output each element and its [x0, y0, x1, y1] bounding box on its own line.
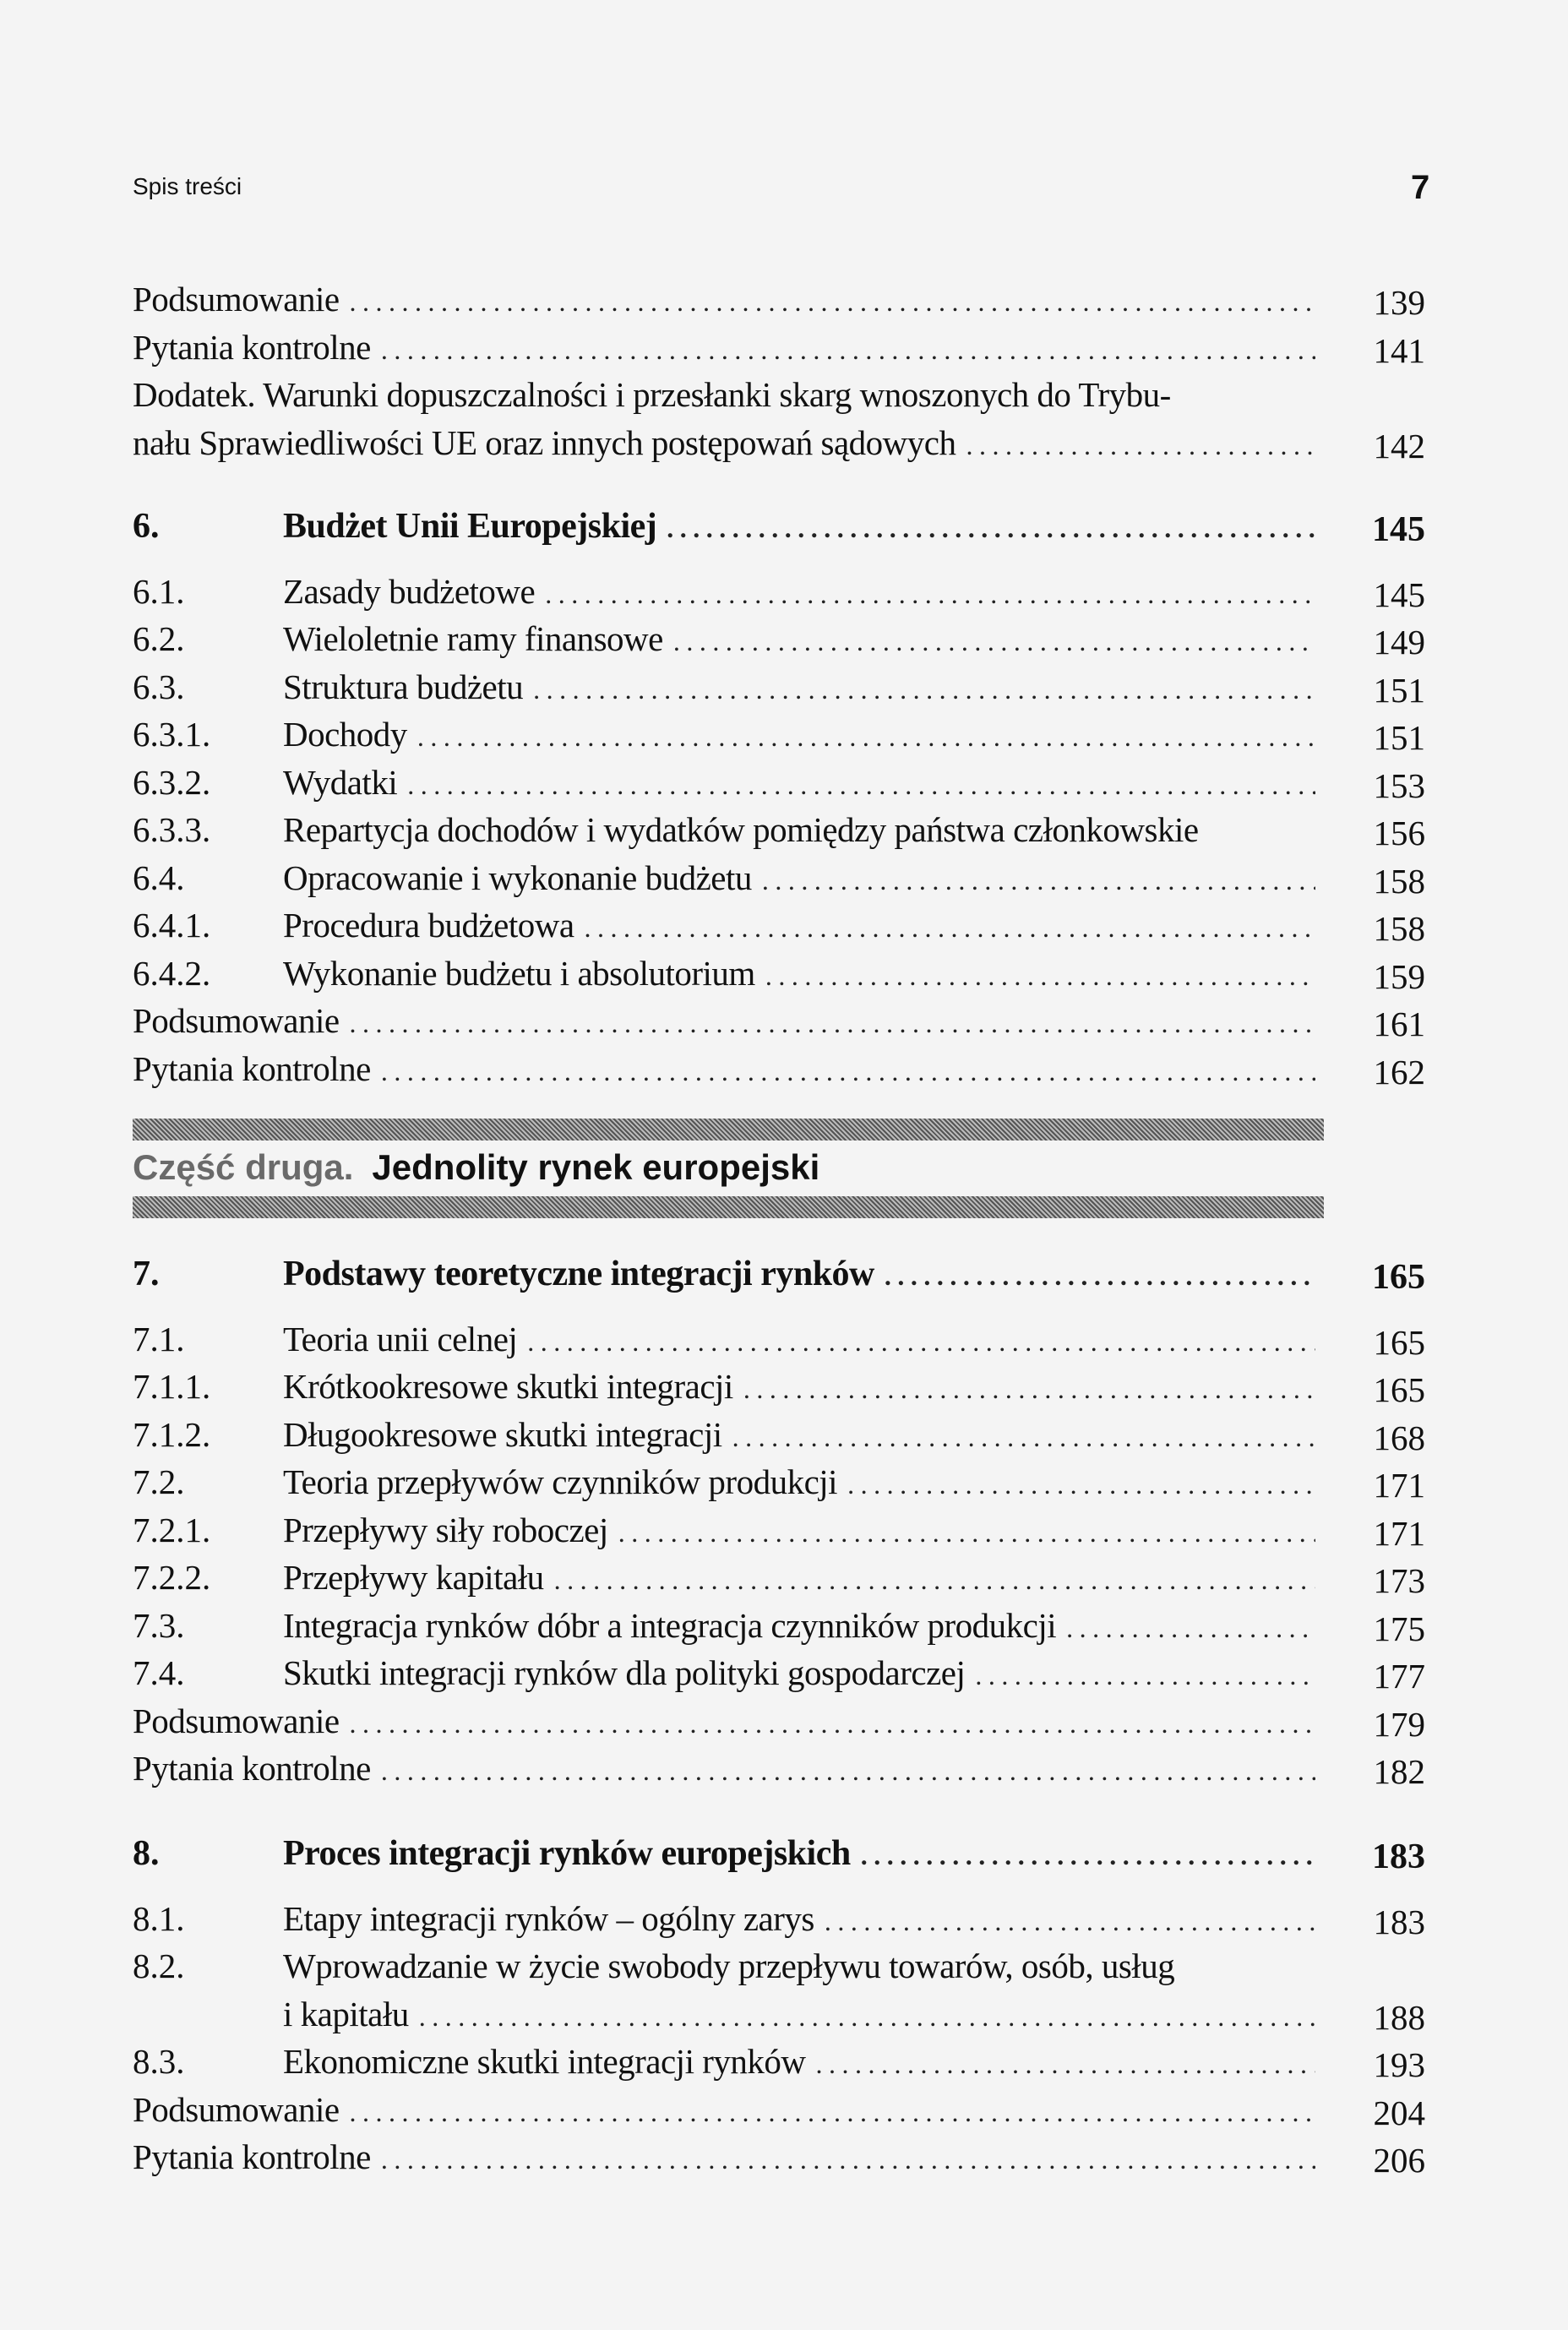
dot-leader: [350, 278, 1315, 325]
toc-entry[interactable]: [133, 1458, 1425, 1506]
section-title: Procedura budżetowa: [283, 906, 574, 945]
section-page: 204: [1373, 2093, 1425, 2132]
section-title: Wydatki: [283, 762, 398, 802]
toc-entry[interactable]: [133, 568, 1425, 616]
toc-entry-continuation[interactable]: [133, 1990, 1425, 2039]
dot-leader: [966, 422, 1315, 469]
chapter-title: Proces integracji rynków europejskich: [283, 1834, 851, 1873]
toc-entry[interactable]: [133, 615, 1425, 663]
dot-leader: [554, 1556, 1315, 1603]
dot-leader: [381, 326, 1315, 373]
chapter-number: 8.: [133, 1834, 160, 1873]
section-page: 162: [1373, 1052, 1425, 1092]
part-number: Część druga.: [133, 1147, 354, 1187]
section-page: 145: [1373, 574, 1425, 614]
section-page: 151: [1373, 718, 1425, 757]
dot-leader: [585, 904, 1315, 951]
section-title: Etapy integracji rynków – ogólny zarys: [283, 1898, 814, 1938]
dot-leader: [673, 618, 1315, 665]
section-title: Integracja rynków dóbr a integracja czynników produkcji: [283, 1605, 1057, 1645]
section-page: 171: [1373, 1513, 1425, 1553]
section-number: 7.2.2.: [133, 1558, 211, 1597]
chapter-page: 145: [1372, 510, 1425, 549]
section-title: Skutki integracji rynków dla polityki gospodarczej: [283, 1653, 966, 1692]
toc-entry[interactable]: [133, 759, 1425, 807]
section-number: 6.4.1.: [133, 906, 211, 945]
toc-entry[interactable]: [133, 950, 1425, 998]
section-page: 158: [1373, 861, 1425, 901]
dot-leader: [527, 1318, 1315, 1365]
section-title: Struktura budżetu: [283, 667, 524, 706]
chapter-number: 6.: [133, 507, 160, 546]
section-number: 6.3.: [133, 667, 185, 706]
dot-leader: [350, 1700, 1315, 1747]
toc-entry[interactable]: [133, 1554, 1425, 1602]
toc-entry-review-questions[interactable]: [133, 2133, 1425, 2181]
section-page: 206: [1373, 2141, 1425, 2180]
section-title: Wieloletnie ramy finansowe: [283, 619, 663, 658]
section-number: 6.3.3.: [133, 810, 211, 849]
section-page: 177: [1373, 1657, 1425, 1696]
section-page: 158: [1373, 909, 1425, 948]
toc-entry[interactable]: [133, 1315, 1425, 1364]
chapter-page: 183: [1372, 1837, 1425, 1876]
toc-entry[interactable]: [133, 1363, 1425, 1411]
dot-leader: [533, 666, 1315, 713]
section-title: i kapitału: [283, 1994, 409, 2033]
section-title: Opracowanie i wykonanie budżetu: [283, 857, 752, 897]
section-title: Wykonanie budżetu i absolutorium: [283, 953, 755, 993]
section-page: 182: [1373, 1752, 1425, 1791]
toc-chapter-heading[interactable]: [133, 1830, 1425, 1878]
section-title: Zasady budżetowe: [283, 571, 536, 611]
dot-leader: [885, 1252, 1315, 1299]
dot-leader: [407, 761, 1315, 808]
toc-entry-appendix-line2[interactable]: [133, 419, 1425, 467]
dot-leader: [825, 1897, 1315, 1945]
toc-entry-summary[interactable]: [133, 1697, 1425, 1745]
section-title: Krótkookresowe skutki integracji: [283, 1367, 733, 1406]
section-number: 7.2.1.: [133, 1510, 211, 1549]
section-title: Podsumowanie: [133, 2089, 340, 2129]
toc-entry[interactable]: [133, 806, 1425, 854]
section-number: 6.2.: [133, 619, 185, 658]
section-title: Pytania kontrolne: [133, 1749, 371, 1788]
section-title: Teoria przepływów czynników produkcji: [283, 1462, 838, 1501]
dot-leader: [847, 1461, 1315, 1508]
section-page: 165: [1373, 1370, 1425, 1409]
dot-leader: [350, 999, 1315, 1047]
section-number: 6.3.1.: [133, 715, 211, 754]
part-heading: [133, 1117, 1324, 1222]
dot-leader: [861, 1832, 1315, 1879]
part-title: Jednolity rynek europejski: [372, 1147, 820, 1187]
toc-entry-summary[interactable]: [133, 997, 1425, 1045]
toc-entry-title: Podsumowanie: [133, 280, 340, 318]
section-page: 193: [1373, 2045, 1425, 2084]
toc-entry-title: Pytania kontrolne: [133, 327, 371, 367]
dot-leader: [667, 504, 1315, 552]
dot-leader: [350, 2088, 1315, 2136]
toc-entry-summary[interactable]: [133, 275, 1425, 324]
section-number: 8.3.: [133, 2042, 185, 2081]
toc-entry-title: Dodatek. Warunki dopuszczalności i przesłanki skarg wnoszonych do Trybu-: [133, 375, 1171, 414]
part-heading-label: [133, 1144, 819, 1191]
section-page: 165: [1373, 1322, 1425, 1362]
dot-leader: [762, 857, 1315, 904]
section-title: Pytania kontrolne: [133, 1048, 371, 1088]
toc-entry-page: 139: [1373, 283, 1425, 322]
section-page: 161: [1373, 1004, 1425, 1043]
section-number: 6.3.2.: [133, 762, 211, 802]
section-number: 6.1.: [133, 571, 185, 611]
section-number: 8.1.: [133, 1898, 185, 1938]
toc-entry[interactable]: [133, 1602, 1425, 1650]
section-title: Repartycja dochodów i wydatków pomiędzy państwa członkowskie: [283, 810, 1199, 849]
toc-chapter-6: [133, 503, 1425, 1092]
section-title: Pytania kontrolne: [133, 2137, 371, 2176]
toc-entry[interactable]: [133, 1506, 1425, 1554]
toc-entry[interactable]: [133, 663, 1425, 711]
toc-entry[interactable]: [133, 710, 1425, 759]
section-page: 159: [1373, 956, 1425, 996]
section-title: Wprowadzanie w życie swobody przepływu towarów, osób, usług: [283, 1946, 1175, 1985]
section-title: Podsumowanie: [133, 1001, 340, 1040]
section-number: 7.1.1.: [133, 1367, 211, 1406]
section-title: Teoria unii celnej: [283, 1319, 518, 1358]
toc-entry-review-questions[interactable]: [133, 1045, 1425, 1093]
section-number: 7.1.: [133, 1319, 185, 1358]
section-page: 153: [1373, 765, 1425, 805]
section-title: Przepływy siły roboczej: [283, 1510, 608, 1549]
section-page: 179: [1373, 1704, 1425, 1744]
dot-leader: [618, 1509, 1315, 1556]
toc-chapter-heading[interactable]: [133, 503, 1425, 551]
toc-entry[interactable]: [133, 1649, 1425, 1697]
section-page: 156: [1373, 814, 1425, 852]
section-page: 188: [1373, 1997, 1425, 2037]
toc-block-previous-chapter: [133, 275, 1425, 466]
dot-leader: [765, 952, 1315, 999]
dot-leader: [381, 2136, 1315, 2183]
toc-entry[interactable]: [133, 901, 1425, 950]
toc-chapter-heading[interactable]: [133, 1250, 1425, 1298]
section-page: 183: [1373, 1902, 1425, 1941]
dot-leader: [732, 1413, 1315, 1461]
section-title: Dochody: [283, 715, 407, 754]
toc-entry-title: nału Sprawiedliwości UE oraz innych postępowań sądowych: [133, 422, 956, 462]
chapter-title: Podstawy teoretyczne integracji rynków: [283, 1255, 874, 1293]
section-page: 151: [1373, 670, 1425, 710]
hatched-band-top: [133, 1119, 1324, 1141]
section-number: 7.4.: [133, 1653, 185, 1692]
section-title: Długookresowe skutki integracji: [283, 1414, 722, 1454]
section-page: 149: [1373, 623, 1425, 661]
toc-entry-review-questions[interactable]: [133, 324, 1425, 372]
chapter-page: 165: [1372, 1258, 1425, 1297]
toc-chapter-8: [133, 1830, 1425, 2181]
page-number: 7: [1411, 169, 1430, 206]
dot-leader: [545, 570, 1315, 618]
chapter-number: 7.: [133, 1255, 160, 1293]
running-head: Spis treści: [133, 173, 242, 199]
section-number: 6.4.2.: [133, 953, 211, 993]
toc-entry-appendix-line1[interactable]: [133, 371, 1425, 419]
toc-entry-review-questions[interactable]: [133, 1745, 1425, 1793]
section-number: 7.1.2.: [133, 1414, 211, 1454]
dot-leader: [381, 1048, 1315, 1095]
dot-leader: [815, 2040, 1315, 2088]
section-number: 7.2.: [133, 1462, 185, 1501]
dot-leader: [975, 1652, 1315, 1699]
section-title: Podsumowanie: [133, 1701, 340, 1740]
section-page: 168: [1373, 1418, 1425, 1457]
section-page: 173: [1373, 1561, 1425, 1600]
section-title: Ekonomiczne skutki integracji rynków: [283, 2042, 806, 2081]
toc-entry[interactable]: [133, 1411, 1425, 1459]
section-page: 171: [1373, 1466, 1425, 1505]
dot-leader: [1066, 1604, 1315, 1652]
chapter-title: Budżet Unii Europejskiej: [283, 507, 657, 546]
section-number: 6.4.: [133, 857, 185, 897]
dot-leader: [381, 1747, 1315, 1794]
toc-entry[interactable]: [133, 1942, 1425, 1990]
toc-chapter-7: [133, 1250, 1425, 1793]
section-number: 7.3.: [133, 1605, 185, 1645]
toc-entry[interactable]: [133, 854, 1425, 902]
dot-leader: [743, 1365, 1315, 1413]
dot-leader: [419, 1993, 1315, 2040]
section-page: 175: [1373, 1609, 1425, 1648]
toc-entry[interactable]: [133, 1895, 1425, 1943]
toc-entry[interactable]: [133, 2038, 1425, 2086]
toc-entry-summary[interactable]: [133, 2086, 1425, 2134]
dot-leader: [417, 713, 1315, 760]
section-number: 8.2.: [133, 1946, 185, 1985]
toc-entry-page: 141: [1373, 330, 1425, 370]
section-title: Przepływy kapitału: [283, 1558, 544, 1597]
toc-entry-page: 142: [1373, 426, 1425, 465]
hatched-band-bottom: [133, 1196, 1324, 1218]
